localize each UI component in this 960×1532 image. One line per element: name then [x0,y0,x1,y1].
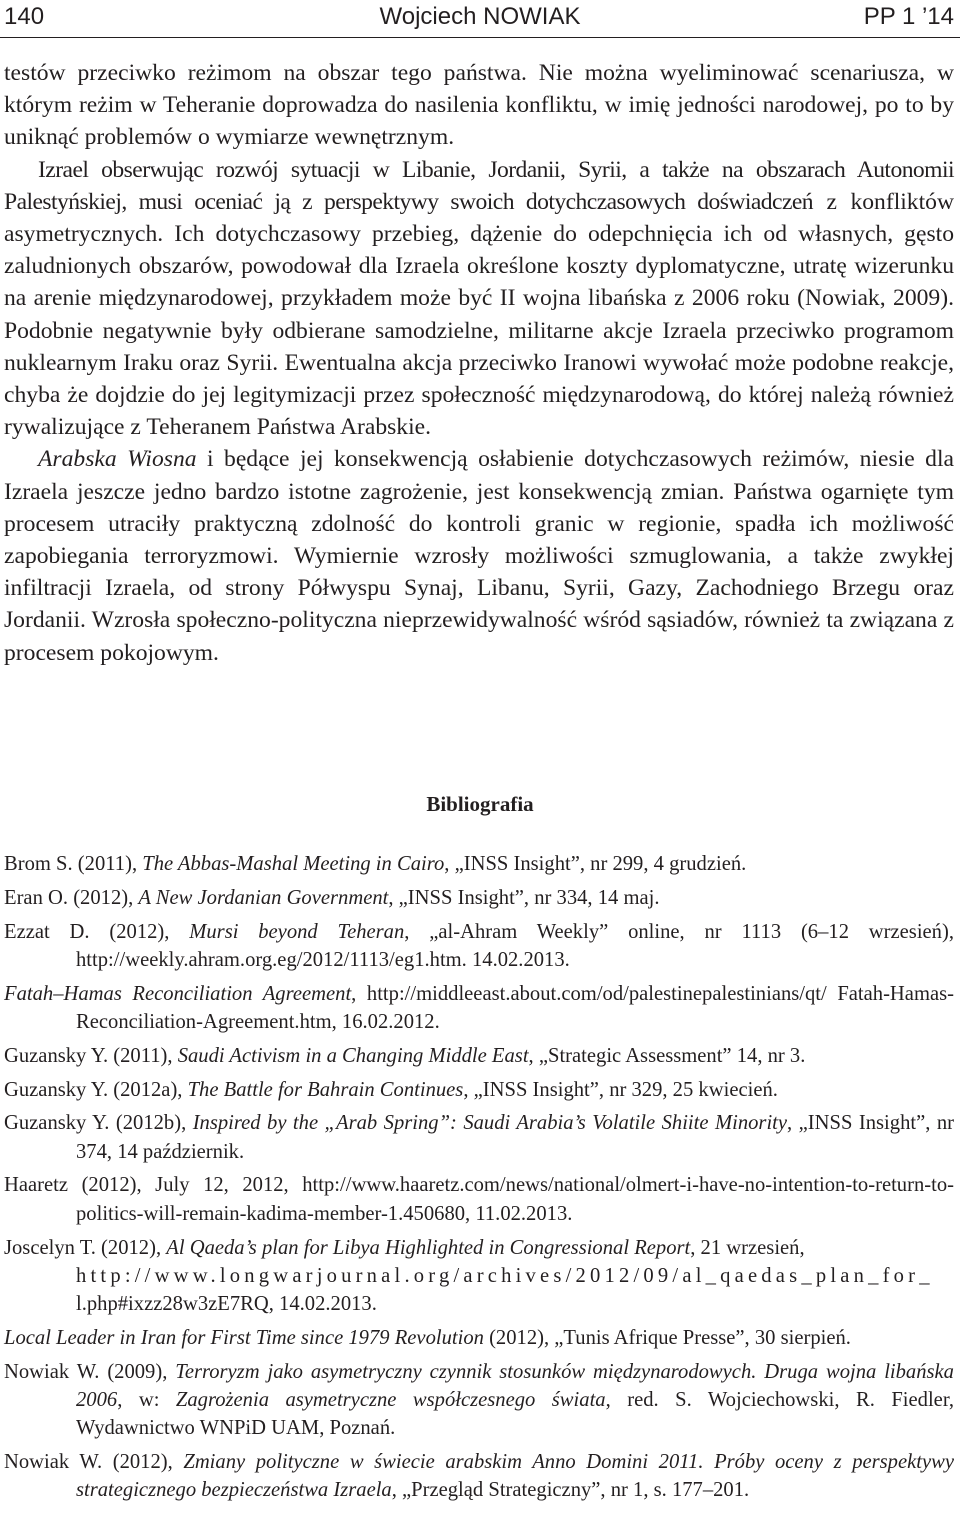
bib-entry: Joscelyn T. (2012), Al Qaeda’s plan for Libya Highlighted in Congressional Report, 21 wrzesień, http://www.longwarjournal.org/archives/2012/09/al_qaedas_plan_for_ l.php#ixzz28w3zE7RQ, 14.02.2013. [4,1236,934,1316]
journal-issue: PP 1 ’14 [863,3,954,30]
paragraph-1: testów przeciwko reżimom na obszar tego państwa. Nie można wyeliminować scenariusza, w którym reżim w Teheranie doprowadza do nasilenia konfliktu, w imię jedności narodowej, po to by uniknąć problemów o wymiarze wewnętrznym. [4,60,954,151]
article-body [4,57,954,669]
bib-entry: Local Leader in Iran for First Time since 1979 Revolution (2012), „Tunis Afrique Presse”, 30 sierpień. [4,1326,851,1349]
paragraph-2-rest: z konfliktów asymetrycznych. Ich dotychczasowy przebieg, dążenie do odepchnięcia ich od własnych, gęsto zaludnionych obszarów, powodował dla Izraela określone koszty dyplomatyczne, utratę wizerunku na arenie międzynarodowej, przykładem może być II wojna libańska z 2006 roku (Nowiak, 2009). Podobnie negatywnie były odbierane samodzielne, militarne akcje Izraela przeciwko programom nuklearnym Iraku oraz Syrii. Ewentualna akcja przeciwko Iranowi wywołać może podobne reakcje, chyba że dojdzie do jej legitymizacji przez społeczność międzynarodową, do której należą również rywalizujące z Teheranem Państwa Arabskie. [4,188,954,441]
paragraph-3-italic-term: Arabska Wiosna [38,446,197,473]
bib-entry: Eran O. (2012), A New Jordanian Government, „INSS Insight”, nr 334, 14 maj. [4,886,660,909]
bib-entry: Ezzat D. (2012), Mursi beyond Teheran, „al-Ahram Weekly” online, nr 1113 (6–12 wrzesień), http://weekly.ahram.org.eg/2012/1113/eg1.htm. 14.02.2013. [4,920,954,971]
bib-entry: Nowiak W. (2012), Zmiany polityczne w świecie arabskim Anno Domini 2011. Próby oceny z perspektywy strategicznego bezpieczeństwa Izraela, „Przegląd Strategiczny”, nr 1, s. 177–201. [4,1451,954,1502]
bib-entry: Fatah–Hamas Reconciliation Agreement, http://middleeast.about.com/od/palestinepalestinians/qt/ Fatah-Hamas-Reconciliation-Agreement.htm, 16.02.2012. [4,982,954,1033]
bibliography-heading: Bibliografia [426,792,534,816]
paragraph-2 [4,154,954,444]
page-number: 140 [4,3,45,30]
paragraph-3 [4,443,954,668]
bibliography-list [4,850,954,1510]
header-rule [0,37,960,38]
bib-entry: Guzansky Y. (2012a), The Battle for Bahrain Continues, „INSS Insight”, nr 329, 25 kwiecień. [4,1078,778,1101]
running-author: Wojciech NOWIAK [379,3,581,30]
bib-entry: Nowiak W. (2009), Terroryzm jako asymetryczny czynnik stosunków międzynarodowych. Druga wojna libańska 2006, w: Zagrożenia asymetryczne współczesnego świata, red. S. Wojciechowski, R. Fiedler, Wydawnictwo WNPiD UAM, Poznań. [4,1360,955,1440]
running-header [0,0,960,34]
bib-entry: Haaretz (2012), July 12, 2012, http://www.haaretz.com/news/national/olmert-i-have-no-intention-to-return-to-politics-will-remain-kadima-member-1.450680, 11.02.2013. [4,1174,954,1225]
bib-entry: Guzansky Y. (2012b), Inspired by the „Arab Spring”: Saudi Arabia’s Volatile Shiite Minority, „INSS Insight”, nr 374, 14 październik. [4,1112,954,1163]
bib-entry: Brom S. (2011), The Abbas-Mashal Meeting in Cairo, „INSS Insight”, nr 299, 4 grudzień. [4,853,747,875]
bib-entry: Guzansky Y. (2011), Saudi Activism in a Changing Middle East, „Strategic Assessment” 14, nr 3. [4,1044,806,1067]
paragraph-3-rest: i będące jej konsekwencją osłabienie dotychczasowych reżimów, niesie dla Izraela jeszcze jedno bardzo istotne zagrożenie, jest konsekwencją zmian. Państwa ogarnięte tym procesem utraciły praktyczną zdolność do kontroli granic w regionie, spadła ich możliwość zapobiegania terroryzmowi. Wymiernie wzrosły możliwości szmuglowania, a także zwykłej infiltracji Izraela, od strony Półwyspu Synaj, Libanu, Syrii, Gazy, Zachodniego Brzegu oraz Jordanii. Wzrosła społeczno-polityczna nieprzewidywalność wśród sąsiadów, również ta związana z procesem pokojowym. [4,446,954,666]
paragraph-2-opening: Izrael obserwując rozwój sytuacji w Libanie, Jordanii, Syrii, a także na obszarach Autonomii Palestyńskiej, musi oceniać ją z perspektywy swoich dotychczasowych doświadczeń [4,156,954,215]
